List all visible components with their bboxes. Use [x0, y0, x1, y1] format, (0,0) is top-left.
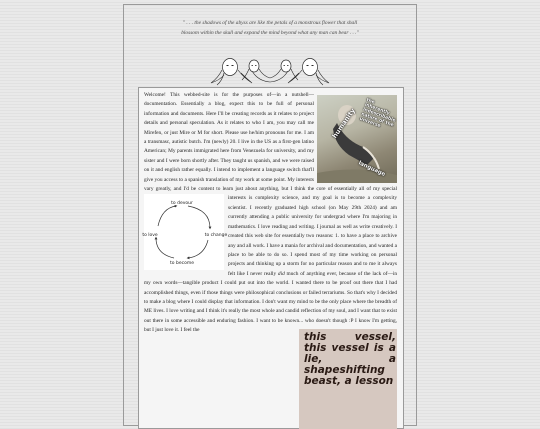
- cycle-label-left: to love: [142, 233, 158, 239]
- intro-paragraph-1: Welcome! This webbed-site is for the purposes of—in a nutshell—documentation. Essentially a blog, expect this to be full of personal information and documents. Here I'll be creating records as it relates to project details and personal speculation. As it relates to who I am, you may call me Mirefen, or just Mire or M for short. Please use he/him pronouns for me. I am a transmasc, autistic butch. I'm (newly) 20. I live in the US as a first-gen latino American; My parents immigrated here from Venezuela for university, and my sister and I were born shortly after. They taught us spanish, and we were raised on it and english rather equally. I intend to implement a language switch that'll give you access to a spanish translation of my work at some point. My interests vary greatly, and I'd be content to learn just about anything, but I think the core of essentially all of my special interests is complexity science, and my goal is: [144, 92, 397, 202]
- banner-image: [208, 56, 332, 86]
- intro-content-box: [138, 87, 404, 429]
- intro-paragraph-2-cont: much of anything ever, because of the lack of—in my own words—tangible product I could put out into the world. I wanted there to be proof out there that I had accomplished things, even if those things were philosophical conclusions or failed terrariums. So that's why I decided to make a blog where I could display that information. I don't want my mind to be the only place where the breadth of ME lives. I love writing and I think it's really the most whole and candid reflection of my soul, and I want that to exist out there in some accessible and enduring fashion. I want to be known... who doesn't though :P I know I'm getting, but I just love it. I feel the: [144, 270, 398, 334]
- meme-label-language: language: [357, 160, 386, 178]
- page-frame: [123, 4, 417, 426]
- cycle-diagram-image: [142, 194, 228, 270]
- intro-emphasis-did: did: [277, 270, 285, 277]
- vessel-image-text: this vessel, this vessel is a lie, a shapeshifting beast, a lesson: [304, 331, 396, 388]
- meme-label-nature: the inherently indescribable nature of the universe: [358, 97, 397, 129]
- intro-paragraph-2: to become a complexity scientist. I recently graduated high school (on May 29th 2024) and am currently attending a public university for undergrad where I'm majoring in mathematics. I love reading and writing. I journal as well as write creatively. I created this web site for essentially two reasons: 1. to have a place to archive any and all work. I have a mania for archival and documentation, and wanted a place to be able to do so. I spend most of my time working on personal projects and thinking up a storm for no particular reason and to me it always felt like I never really: [228, 195, 397, 277]
- intro-text: [144, 91, 397, 429]
- cycle-label-top: to devour: [171, 201, 193, 207]
- cycle-label-bottom: to become: [170, 261, 194, 267]
- epigraph-quote: [124, 19, 416, 38]
- cycle-label-right: to change: [204, 233, 228, 239]
- vessel-text-image: [299, 329, 397, 429]
- humanity-language-meme-image: [317, 95, 397, 183]
- meme-label-humanity: humanity: [330, 106, 357, 140]
- quote-line-2: blossom within the skull and expand the mind beyond what any man can bear . . .": [181, 29, 359, 36]
- quote-line-1: " . . . the shadows of the abyss are like the petals of a monstrous flower that shall: [182, 20, 358, 26]
